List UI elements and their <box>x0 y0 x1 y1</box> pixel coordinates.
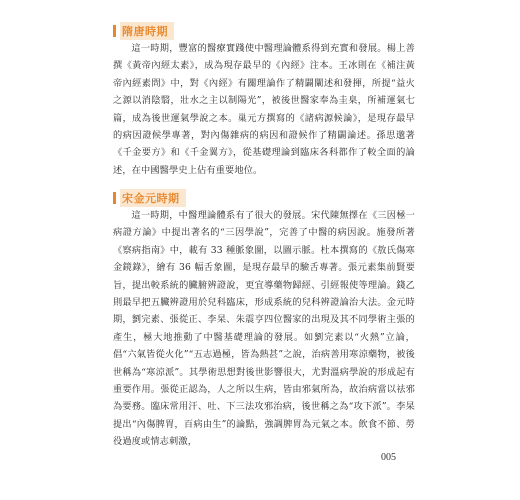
section-header-song-jin-yuan <box>113 189 186 206</box>
section-header-sui-tang <box>113 22 174 39</box>
page-number: 005 <box>381 452 396 463</box>
section-paragraph: 這一時期，中醫理論體系有了很大的發展。宋代陳無擇在《三因極一病證方論》中提出著名的“三因學說”，完善了中醫的病因說。施發所著《察病指南》中，載有 33 種脈象圖，以圖示脈。杜本撰寫的《敖氏傷寒金鏡錄》，繪有 36 幅舌象圖，是現存最早的驗舌專著。張元素集前賢要旨，提出較系統的臟腑辨證說，更宜導藥物歸經、引經報使等理論。錢乙則最早把五臟辨證用於兒科臨床，形成系統的兒科辨證論治大法。金元時期，劉完素、張從正、李杲、朱震亨四位醫家的出現及其不同學術主張的產生，極大地推動了中醫基礎理論的發展。如劉完素以“火熱”立論，倡“六氣皆從火化”“五志過極，皆為熱甚”之說，治病善用寒涼藥物，被後世稱為“寒涼派”。其學術思想對後世影響很大，尤對溫病學說的形成起有重要作用。張從正認為，人之所以生病，皆由邪氣所為，故治病當以祛邪為要務。臨床常用汗、吐、下三法攻邪治病，後世稱之為“攻下派”。李杲提出“內傷脾胃，百病由生”的論點，強調脾胃為元氣之本。飲食不節、勞役過度或情志刺激， <box>113 210 415 448</box>
section-title: 宋金元時期 <box>120 189 186 207</box>
section-title: 隋唐時期 <box>120 22 174 40</box>
section-paragraph: 這一時期，豐富的醫療實踐使中醫理論體系得到充實和發展。楊上善撰《黃帝內經太素》，成為現存最早的《內經》注本。王冰則在《補注黃帝內經素問》中，對《內經》有關理論作了精闢闡述和發揮，所提“益火之源以消陰翳，壯水之主以制陽光”，被後世醫家奉為圭臬，所補運氣七篇，成為後世運氣學說之本。巢元方撰寫的《諸病源候論》，是現存最早的病因證候學專著，對內傷雜病的病因和證候作了精闢論述。孫思邈著《千金要方》和《千金翼方》，從基礎理論到臨床各科都作了較全面的論述，在中國醫學史上佔有重要地位。 <box>113 43 415 176</box>
section-marker-bar <box>113 25 116 37</box>
section-marker-bar <box>113 192 116 204</box>
